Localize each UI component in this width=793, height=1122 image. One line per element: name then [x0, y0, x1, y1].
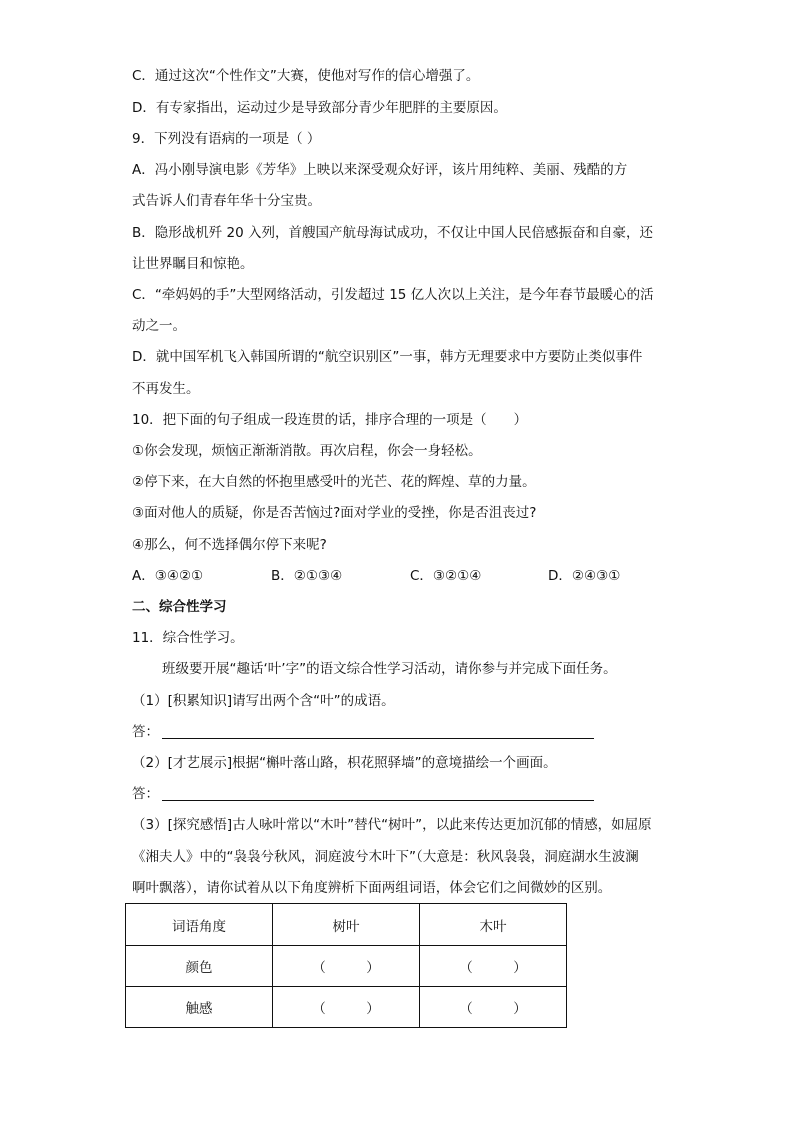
q9-option-b-line2: 让世界瞩目和惊艳。 — [132, 256, 254, 272]
q11-answer-label-2: 答： — [132, 786, 159, 802]
q11-part-3-line1: （3）[探究感悟]古人咏叶常以“木叶”替代“树叶”，以此来传达更加沉郁的情感，如屈原 — [132, 817, 652, 833]
table-answer-cell[interactable]: （ ） — [420, 946, 567, 987]
table-answer-cell[interactable]: （ ） — [420, 987, 567, 1028]
table-answer-cell[interactable]: （ ） — [273, 946, 420, 987]
q10-sentence-2: ②停下来，在大自然的怀抱里感受叶的光芒、花的辉煌、草的力量。 — [132, 474, 536, 490]
q9-stem: 9．下列没有语病的一项是（ ） — [132, 131, 321, 147]
q9-option-c-line1: C．“牵妈妈的手”大型网络活动，引发超过 15 亿人次以上关注，是今年春节最暖心的活 — [132, 287, 654, 303]
table-row — [126, 946, 567, 987]
q10-stem: 10．把下面的句子组成一段连贯的话，排序合理的一项是（ ） — [132, 412, 528, 428]
table-header-cell: 树叶 — [273, 904, 420, 946]
table-answer-cell[interactable]: （ ） — [273, 987, 420, 1028]
q10-sentence-1: ①你会发现，烦恼正渐渐消散。再次启程，你会一身轻松。 — [132, 443, 482, 459]
q11-part-1: （1）[积累知识]请写出两个含“叶”的成语。 — [132, 693, 395, 709]
table-header-cell: 木叶 — [420, 904, 567, 946]
q8-option-c: C．通过这次“个性作文”大赛，使他对写作的信心增强了。 — [132, 68, 480, 84]
q9-option-d-line1: D．就中国军机飞入韩国所谓的“航空识别区”一事，韩方无理要求中方要防止类似事件 — [132, 349, 643, 365]
table-row — [126, 987, 567, 1028]
q11-part-3-line2: 《湘夫人》中的“袅袅兮秋风，洞庭波兮木叶下”（大意是：秋风袅袅，洞庭湖水生波澜 — [132, 849, 639, 865]
q9-option-b-line1: B．隐形战机歼 20 入列，首艘国产航母海试成功，不仅让中国人民倍感振奋和自豪，还 — [132, 225, 654, 241]
q10-sentence-4: ④那么，何不选择偶尔停下来呢? — [132, 537, 327, 553]
table-row-label: 触感 — [126, 987, 273, 1028]
table-row-label: 颜色 — [126, 946, 273, 987]
q9-option-d-line2: 不再发生。 — [132, 381, 200, 397]
table-header-cell: 词语角度 — [126, 904, 273, 946]
section-title: 二、综合性学习 — [132, 599, 227, 615]
q10-sentence-3: ③面对他人的质疑，你是否苦恼过?面对学业的受挫，你是否沮丧过? — [132, 505, 537, 521]
q11-answer-label-1: 答： — [132, 724, 159, 740]
q9-option-c-line2: 动之一。 — [132, 318, 186, 334]
q10-option-a: A．③④②① — [132, 568, 204, 584]
table-header-row — [126, 904, 567, 946]
q10-option-d: D．②④③① — [548, 568, 621, 584]
q11-intro: 班级要开展“趣话‘叶’字”的语文综合性学习活动，请你参与并完成下面任务。 — [162, 661, 617, 677]
q11-part-3-line3: 啊叶飘落），请你试着从以下角度辨析下面两组词语，体会它们之间微妙的区别。 — [132, 880, 612, 896]
answer-blank-1[interactable] — [162, 738, 594, 739]
answer-blank-2[interactable] — [162, 800, 594, 801]
q9-option-a-line2: 式告诉人们青春年华十分宝贵。 — [132, 193, 321, 209]
q9-option-a-line1: A．冯小刚导演电影《芳华》上映以来深受观众好评，该片用纯粹、美丽、残酷的方 — [132, 162, 628, 178]
q10-option-b: B．②①③④ — [271, 568, 343, 584]
q8-option-d: D．有专家指出，运动过少是导致部分青少年肥胖的主要原因。 — [132, 100, 507, 116]
word-comparison-table — [125, 903, 567, 1028]
q11-stem: 11．综合性学习。 — [132, 630, 244, 646]
q11-part-2: （2）[才艺展示]根据“槲叶落山路，枳花照驿墙”的意境描绘一个画面。 — [132, 755, 557, 771]
q10-option-c: C．③②①④ — [410, 568, 482, 584]
